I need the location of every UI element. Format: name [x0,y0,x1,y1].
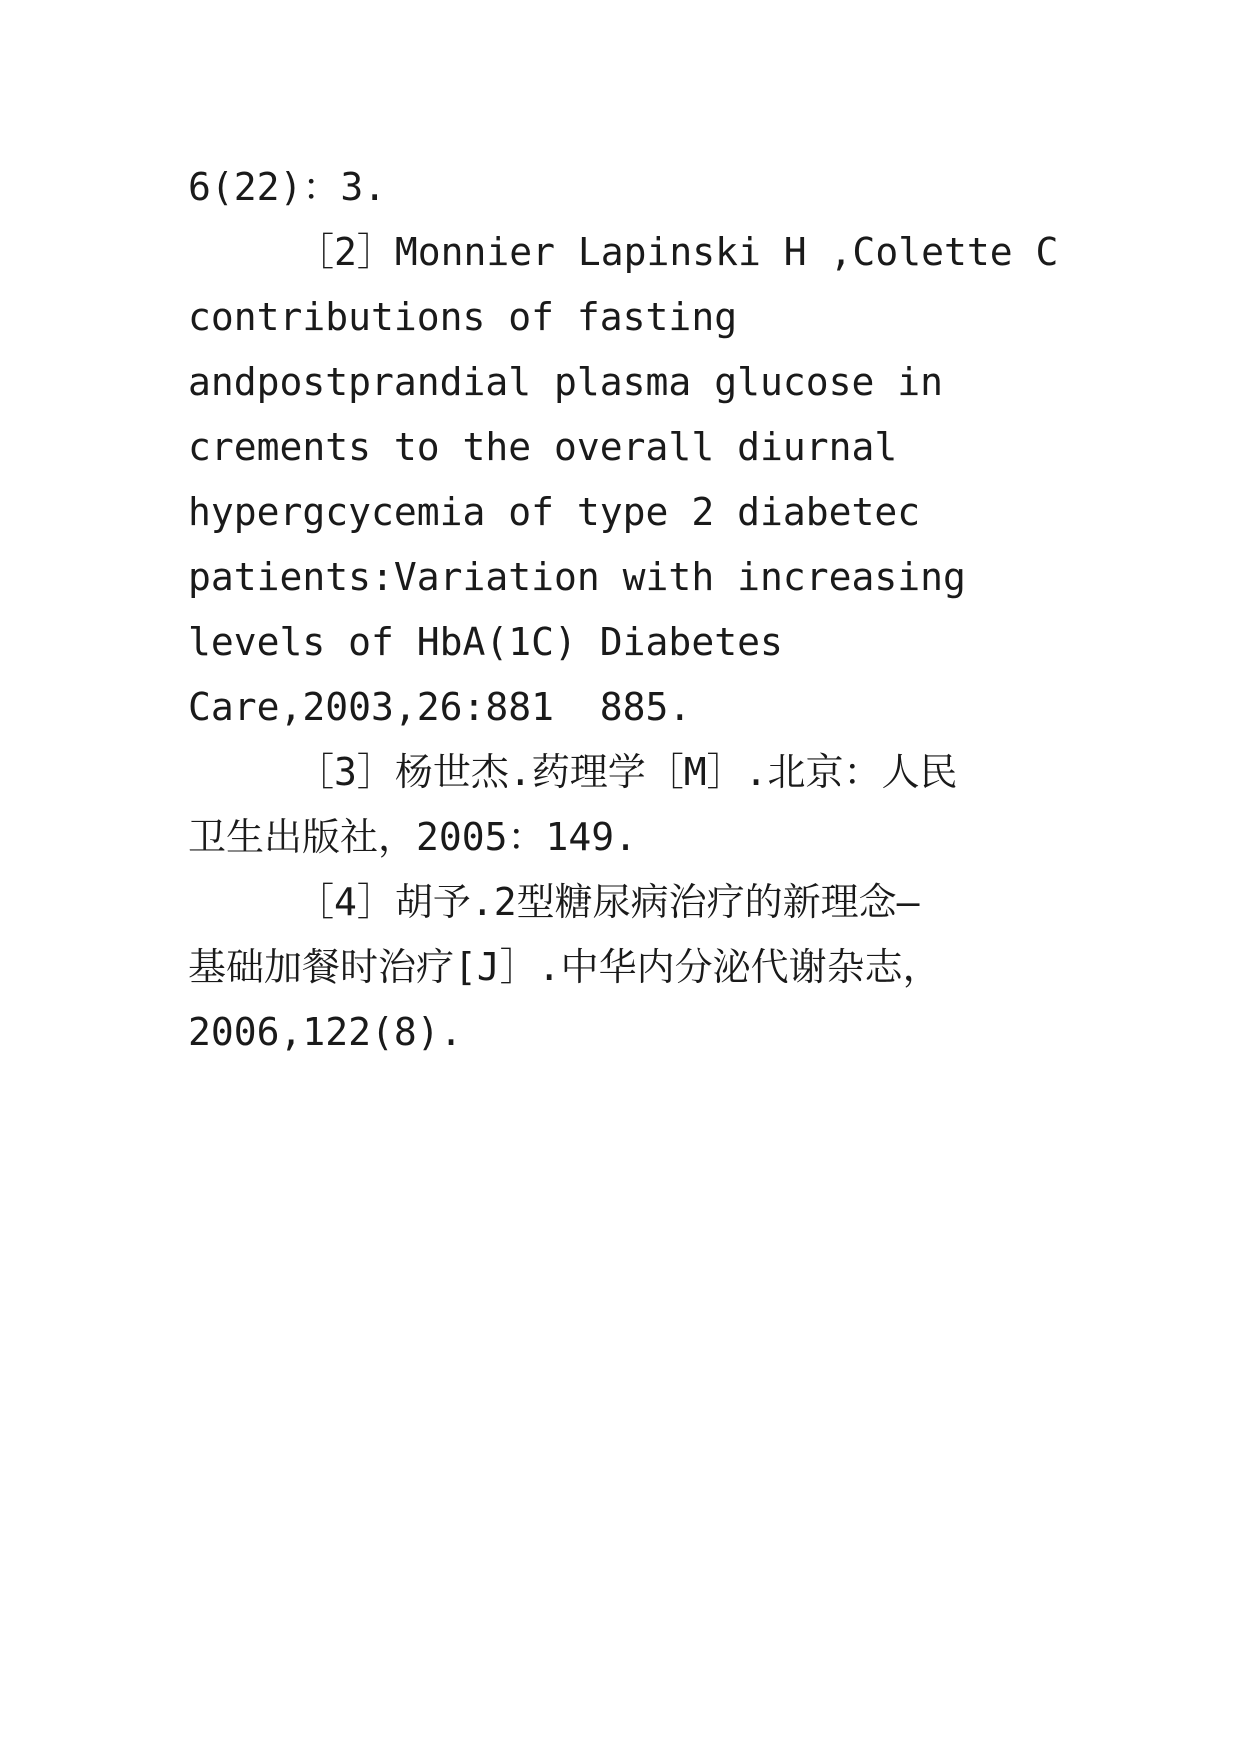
reference-3-line: 卫生出版社，2005：149. [188,815,638,859]
reference-4-line: ［4］胡予.2型糖尿病治疗的新理念— [296,880,920,924]
reference-4-line: 2006,122(8). [188,1010,463,1054]
reference-4-line: 基础加餐时治疗[J］.中华内分泌代谢杂志， [188,945,941,989]
reference-1-tail: 6(22)：3. [188,165,387,209]
reference-2-line: crements to the overall diurnal [188,425,898,469]
reference-2-line: hypergcycemia of type 2 diabetec [188,490,921,534]
reference-2-line: Care,2003,26:881 885. [188,685,692,729]
reference-2-line: contributions of fasting [188,295,738,339]
reference-2-line: ［2］Monnier Lapinski H ,Colette C [296,230,1059,274]
reference-2-line: patients:Variation with increasing [188,555,966,599]
reference-3-line: ［3］杨世杰.药理学［M］.北京：人民 [296,750,958,794]
reference-2-line: levels of HbA(1C) Diabetes [188,620,783,664]
reference-list [188,155,1068,1065]
reference-2-line: andpostprandial plasma glucose in [188,360,943,404]
